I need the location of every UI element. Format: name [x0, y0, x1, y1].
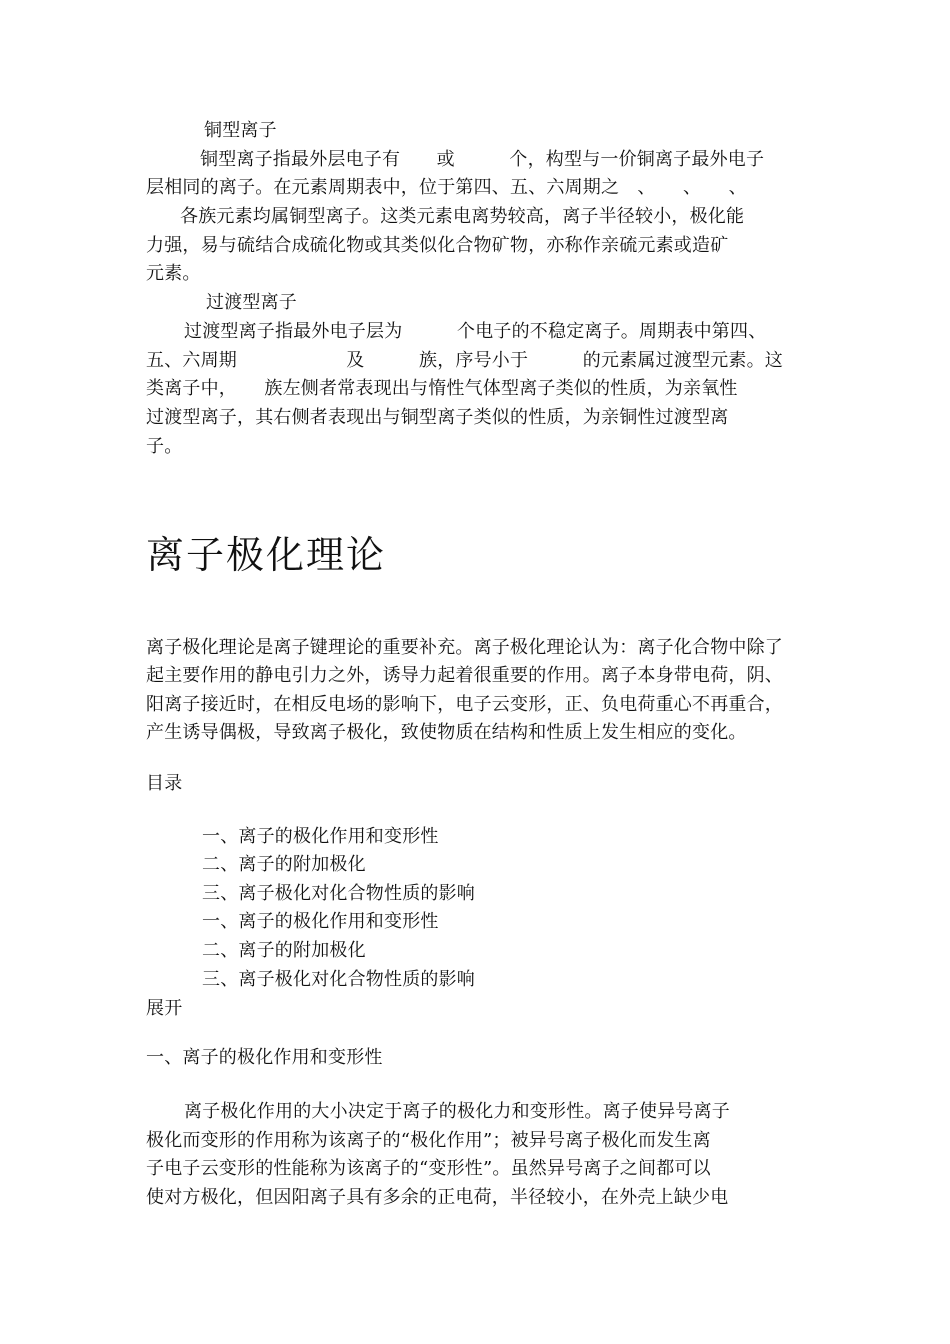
- toc-item-link[interactable]: 一、离子的极化作用和变形性: [202, 911, 439, 932]
- page-title: 离子极化理论: [146, 533, 387, 577]
- copper-paragraph-line: 各族元素均属铜型离子。这类元素电离势较高，离子半径较小，极化能: [180, 206, 745, 227]
- toc-item-link[interactable]: 一、离子的极化作用和变形性: [202, 826, 439, 847]
- transition-paragraph-line: 子。: [146, 436, 183, 457]
- copper-paragraph-line: 层相同的离子。在元素周期表中，位于第四、五、六周期之 、 、 、: [146, 177, 747, 198]
- toc-expand-link[interactable]: 展开: [146, 998, 183, 1019]
- copper-paragraph-line: 力强，易与硫结合成硫化物或其类似化合物矿物，亦称作亲硫元素或造矿: [146, 235, 729, 256]
- section-paragraph-line: 子电子云变形的性能称为该离子的“变形性”。虽然异号离子之间都可以: [146, 1158, 711, 1179]
- transition-paragraph-line: 五、六周期 及 族，序号小于 的元素属过渡型元素。这: [146, 350, 783, 371]
- section-paragraph-line: 离子极化作用的大小决定于离子的极化力和变形性。离子使异号离子: [184, 1101, 730, 1122]
- intro-paragraph-line: 起主要作用的静电引力之外，诱导力起着很重要的作用。离子本身带电荷，阴、: [146, 665, 783, 686]
- toc-item-link[interactable]: 三、离子极化对化合物性质的影响: [202, 883, 475, 904]
- intro-paragraph-line: 产生诱导偶极，导致离子极化，致使物质在结构和性质上发生相应的变化。: [146, 722, 747, 743]
- section-paragraph-line: 使对方极化，但因阳离子具有多余的正电荷，半径较小，在外壳上缺少电: [146, 1187, 729, 1208]
- section-paragraph-line: 极化而变形的作用称为该离子的“极化作用”；被异号离子极化而发生离: [146, 1130, 711, 1151]
- copper-heading: 铜型离子: [204, 120, 277, 141]
- transition-paragraph-line: 类离子中， 族左侧者常表现出与惰性气体型离子类似的性质，为亲氧性: [146, 378, 738, 399]
- copper-paragraph-line: 铜型离子指最外层电子有 或 个，构型与一价铜离子最外电子: [200, 149, 765, 170]
- transition-paragraph-line: 过渡型离子，其右侧者表现出与铜型离子类似的性质，为亲铜性过渡型离: [146, 407, 729, 428]
- toc-item-link[interactable]: 二、离子的附加极化: [202, 940, 366, 961]
- intro-paragraph-line: 阳离子接近时，在相反电场的影响下，电子云变形，正、负电荷重心不再重合，: [146, 694, 783, 715]
- copper-paragraph-line: 元素。: [146, 263, 201, 284]
- section-heading: 一、离子的极化作用和变形性: [146, 1047, 383, 1068]
- toc-item-link[interactable]: 三、离子极化对化合物性质的影响: [202, 969, 475, 990]
- intro-paragraph-line: 离子极化理论是离子键理论的重要补充。离子极化理论认为：离子化合物中除了: [146, 637, 783, 658]
- toc-label: 目录: [146, 773, 183, 794]
- transition-paragraph-line: 过渡型离子指最外电子层为 个电子的不稳定离子。周期表中第四、: [184, 321, 767, 342]
- transition-heading: 过渡型离子: [206, 292, 297, 313]
- toc-item-link[interactable]: 二、离子的附加极化: [202, 854, 366, 875]
